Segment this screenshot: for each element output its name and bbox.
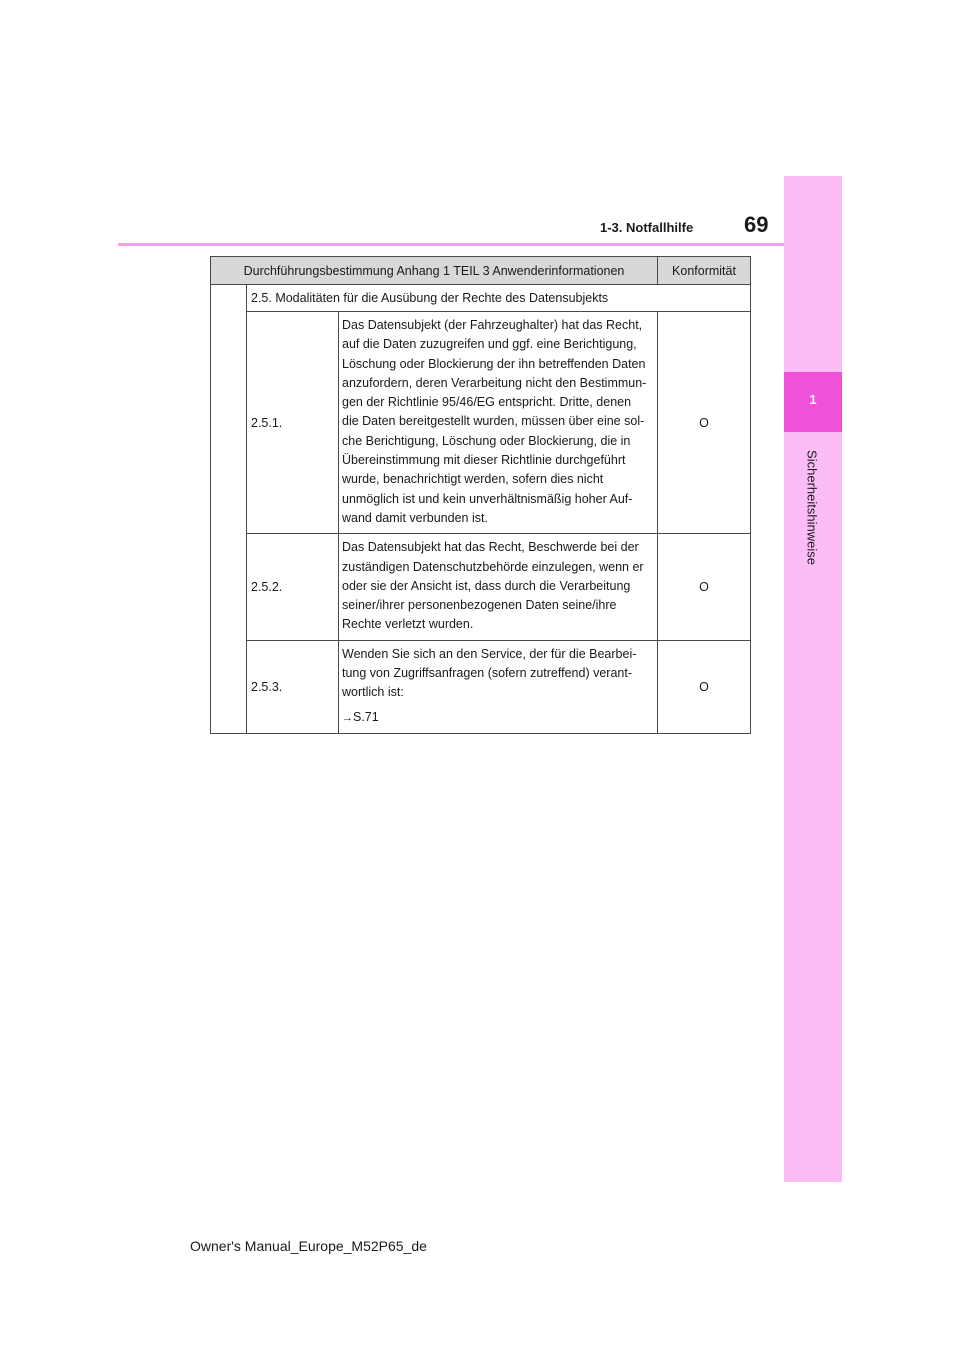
column-header-conformity: Konformität [658,257,751,285]
column-header-regulation: Durchführungsbestimmung Anhang 1 TEIL 3 Anwenderinformationen [211,257,658,285]
row-conformity: O [658,312,751,534]
chapter-label: Sicherheitshinweise [804,450,820,565]
page-reference-label: S.71 [353,709,379,724]
regulation-table [210,256,751,734]
text-line: seiner/ihrer personenbezogenen Daten seine/ihre [342,598,617,613]
text-line: Wenden Sie sich an den Service, der für die Bearbei- [342,646,637,661]
text-line: tung von Zugriffsanfragen (sofern zutreffend) verant- [342,666,632,681]
text-line: Das Datensubjekt hat das Recht, Beschwerde bei der [342,540,639,555]
text-line: die Daten bereitgestellt wurden, müssen über eine sol- [342,414,645,429]
row-number: 2.5.2. [247,534,339,640]
section-title: 1-3. Notfallhilfe [600,220,694,235]
table-row [211,640,751,733]
text-line: gen der Richtlinie 95/46/EG entspricht. Dritte, denen [342,395,632,410]
row-number: 2.5.1. [247,312,339,534]
text-line: che Berichtigung, Löschung oder Blockierung, die in [342,433,631,448]
document-name: Owner's Manual_Europe_M52P65_de [190,1238,427,1254]
table-row [211,534,751,640]
page-reference[interactable] [342,708,654,728]
table-row [211,312,751,534]
arrow-right-icon: → [342,711,353,724]
text-line: Das Datensubjekt (der Fahrzeughalter) hat das Recht, [342,318,643,332]
row-description [339,640,658,733]
indent-cell [211,285,247,734]
row-description [339,312,658,534]
row-number: 2.5.3. [247,640,339,733]
row-conformity: O [658,534,751,640]
header-divider [118,243,784,246]
text-line: unmöglich ist und kein unverhältnismäßig hoher Auf- [342,491,633,506]
text-line: Übereinstimmung mit dieser Richtlinie durchgeführt [342,453,626,468]
text-line: oder sie der Ansicht ist, dass durch die Verarbeitung [342,578,631,593]
page-number: 69 [744,212,769,237]
text-line: zuständigen Datenschutzbehörde einzulegen, wenn er [342,559,644,574]
group-heading: 2.5. Modalitäten für die Ausübung der Rechte des Datensubjekts [247,285,751,312]
table-header-row [211,257,751,285]
text-line: wurde, benachrichtigt werden, sofern dies nicht [342,472,604,487]
text-line: wand damit verbunden ist. [342,510,488,525]
chapter-number: 1 [809,392,817,407]
row-description [339,534,658,640]
text-line: auf die Daten zuzugreifen und ggf. eine Berichtigung, [342,337,637,352]
text-line: wortlich ist: [342,685,404,700]
text-line: anzufordern, deren Verarbeitung nicht den Bestimmun- [342,375,647,390]
chapter-side-tab [784,176,842,1182]
text-line: Löschung oder Blockierung der ihn betreffenden Daten [342,356,646,371]
table-row [211,285,751,312]
row-conformity: O [658,640,751,733]
text-line: Rechte verletzt wurden. [342,617,474,632]
